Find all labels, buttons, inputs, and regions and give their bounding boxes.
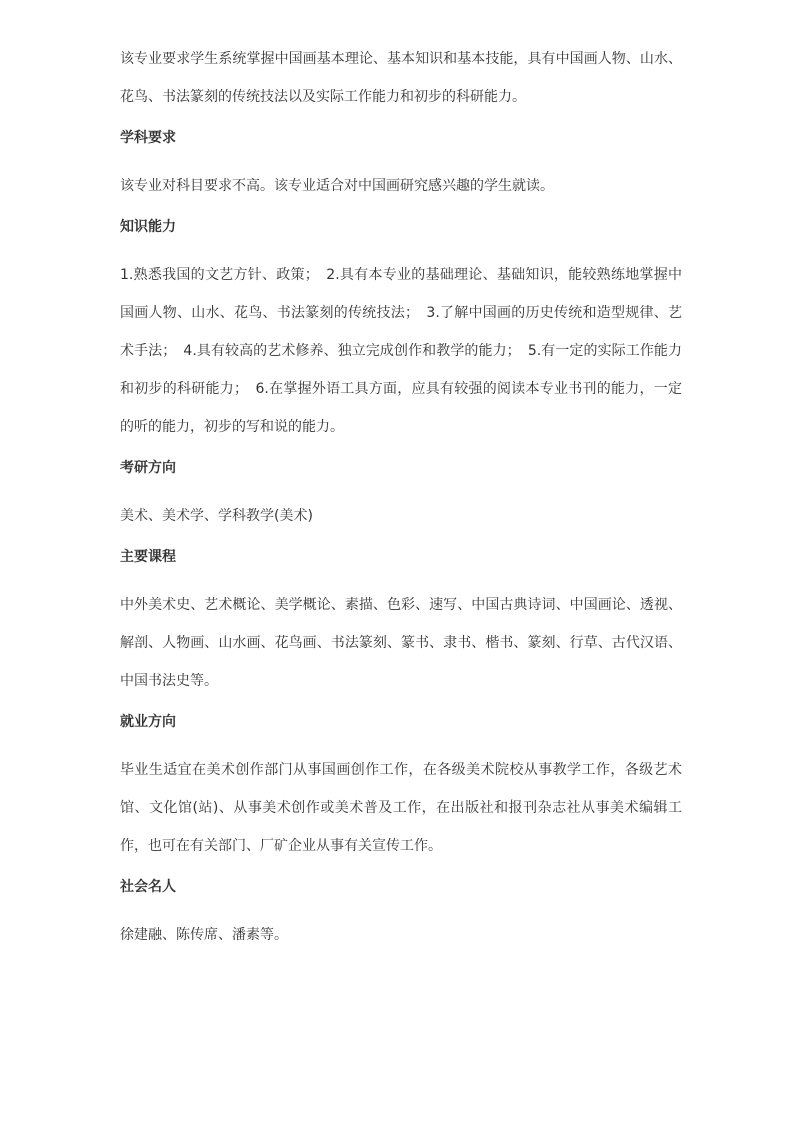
section-body-subject-requirements: 该专业对科目要求不高。该专业适合对中国画研究感兴趣的学生就读。 [120, 178, 554, 194]
section-body-notable-people: 徐建融、陈传席、潘素等。 [120, 927, 288, 943]
section-heading-subject-requirements: 学科要求 [120, 130, 176, 146]
intro-paragraph: 该专业要求学生系统掌握中国画基本理论、基本知识和基本技能，具有中国画人物、山水、花鸟、书法篆刻的传统技法以及实际工作能力和初步的科研能力。 [120, 51, 682, 105]
section-heading-main-courses: 主要课程 [120, 549, 176, 565]
document-page [120, 40, 682, 957]
section-heading-knowledge-abilities: 知识能力 [120, 219, 176, 235]
section-body-main-courses: 中外美术史、艺术概论、美学概论、素描、色彩、速写、中国古典诗词、中国画论、透视、解剖、人物画、山水画、花鸟画、书法篆刻、篆书、隶书、楷书、篆刻、行草、古代汉语、中国书法史等。 [120, 597, 682, 689]
section-body-graduate-directions: 美术、美术学、学科教学(美术) [120, 508, 313, 524]
section-body-career-directions: 毕业生适宜在美术创作部门从事国画创作工作，在各级美术院校从事教学工作，各级艺术馆、文化馆(站)、从事美术创作或美术普及工作，在出版社和报刊杂志社从事美术编辑工作，也可在有关部门、厂矿企业从事有关宣传工作。 [120, 762, 682, 854]
section-heading-notable-people: 社会名人 [120, 879, 176, 895]
section-body-knowledge-abilities: 1.熟悉我国的文艺方针、政策； 2.具有本专业的基础理论、基础知识，能较熟练地掌握中国画人物、山水、花鸟、书法篆刻的传统技法； 3.了解中国画的历史传统和造型规律、艺术手法； 4.具有较高的艺术修养、独立完成创作和教学的能力； 5.有一定的实际工作能力和初步的科研能力； 6.在掌握外语工具方面，应具有较强的阅读本专业书刊的能力，一定的听的能力，初步的写和说的能力。 [120, 267, 682, 435]
section-heading-graduate-directions: 考研方向 [120, 460, 176, 476]
section-heading-career-directions: 就业方向 [120, 714, 176, 730]
